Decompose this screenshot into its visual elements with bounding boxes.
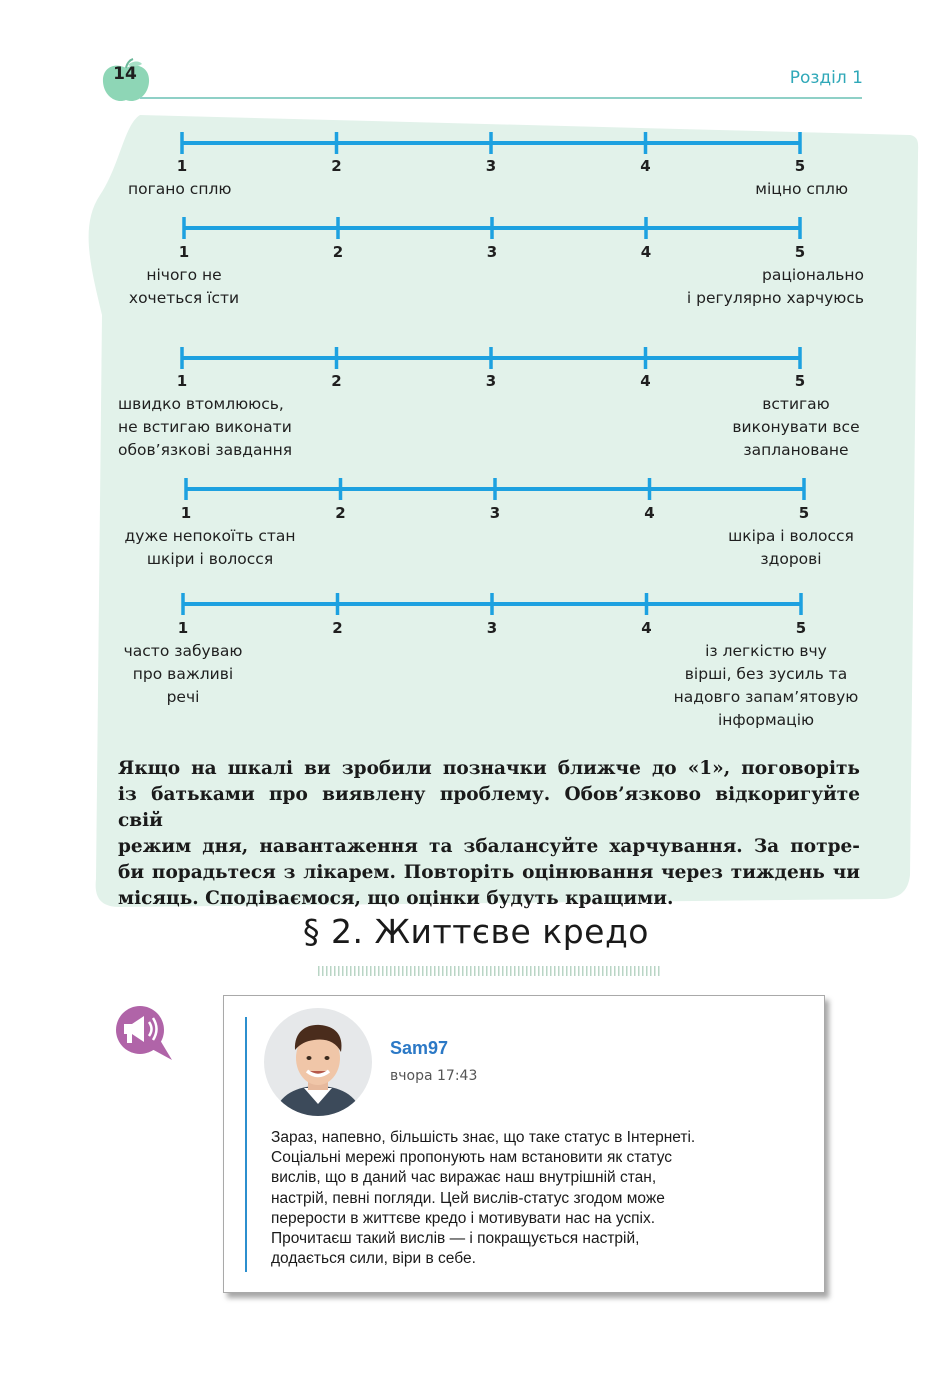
scale-tick-number: 1 (180, 504, 192, 522)
scale-tick-number: 2 (332, 243, 344, 261)
scale-tick-number: 3 (485, 372, 497, 390)
scale-left-label: погано сплю (128, 180, 232, 198)
post-line: настрій, певні погляди. Цей вислів-статус згодом може (271, 1189, 665, 1207)
scale-tick-number: 4 (640, 157, 651, 175)
section-label: Розділ 1 (789, 68, 863, 88)
scale-tick-number: 2 (331, 372, 342, 390)
scale-tick-number: 2 (331, 157, 342, 175)
scale-right-label: шкіра і волосся здорові (728, 527, 854, 568)
advice-paragraph (118, 756, 860, 912)
advice-line: із батьками про виявлену проблему. Обов’язково відкоригуйте свій (118, 784, 860, 831)
advice-line: Якщо на шкалі ви зробили позначки ближче до «1», поговоріть (118, 758, 860, 779)
post-line: Прочитаєш такий вислів — і покращується настрій, (271, 1230, 640, 1248)
page-number: 14 (113, 64, 137, 84)
card-accent-bar (245, 1017, 247, 1272)
scale-tick-number: 5 (798, 504, 810, 522)
post-line: Зараз, напевно, більшість знає, що таке статус в Інтернеті. (271, 1129, 696, 1146)
scale-tick-number: 1 (176, 157, 188, 175)
scale-tick-number: 5 (794, 243, 806, 261)
post-timestamp: вчора 17:43 (390, 1068, 478, 1084)
post-line: додається сили, віри в себе. (271, 1250, 476, 1268)
scale-left-label: дуже непокоїть стан шкіри і волосся (124, 527, 296, 568)
scale-tick-number: 2 (332, 619, 343, 637)
scale-right-label: встигаю виконувати все заплановане (732, 395, 860, 459)
scale-tick-number: 2 (335, 504, 346, 522)
advice-line: режим дня, навантаження та збалансуйте харчування. За потре- (118, 836, 860, 857)
scale-left-label: нічого не хочеться їсти (128, 266, 240, 307)
scale-tick-number: 3 (489, 504, 501, 522)
scale-tick-number: 1 (178, 243, 190, 261)
advice-line: місяць. Сподіваємося, що оцінки будуть кращими. (118, 888, 674, 909)
post-line: Соціальні мережі пропонують нам встановити як статус (271, 1149, 673, 1167)
megaphone-icon (110, 1000, 180, 1062)
advice-line: би порадьтеся з лікарем. Повторіть оцінювання через тиждень чи (118, 862, 860, 883)
scale-tick-number: 4 (644, 504, 655, 522)
scale-left-label: швидко втомлююсь, не встигаю виконати обов’язкові завдання (118, 395, 293, 459)
scale-right-label: із легкістю вчу вірші, без зусиль та надовго запам’ятовую інформацію (673, 642, 859, 729)
scale-tick-number: 4 (641, 619, 652, 637)
scale-left-label: часто забуваю про важливі речі (123, 642, 243, 706)
scale-tick-number: 1 (177, 619, 189, 637)
scale-tick-number: 4 (640, 372, 651, 390)
scale-tick-number: 5 (794, 157, 806, 175)
scale-tick-number: 1 (176, 372, 188, 390)
post-line: вислів, що в даний час виражає наш внутрішній стан, (271, 1169, 657, 1187)
scale-right-label: раціонально і регулярно харчуюсь (686, 266, 864, 307)
title-underline (318, 966, 662, 976)
scale-right-label: міцно сплю (755, 180, 848, 198)
avatar[interactable] (264, 1008, 372, 1116)
scale-tick-number: 3 (485, 157, 497, 175)
scale-tick-number: 5 (794, 372, 806, 390)
scale-tick-number: 5 (795, 619, 807, 637)
section-title: § 2. Життєве кредо (303, 912, 649, 951)
scale-tick-number: 3 (486, 619, 498, 637)
username-link[interactable]: Sam97 (390, 1038, 449, 1058)
scale-tick-number: 3 (486, 243, 498, 261)
scale-tick-number: 4 (640, 243, 652, 261)
post-text (271, 1128, 811, 1269)
post-line: перерости в життєве кредо і мотивувати нас на успіх. (271, 1209, 656, 1227)
